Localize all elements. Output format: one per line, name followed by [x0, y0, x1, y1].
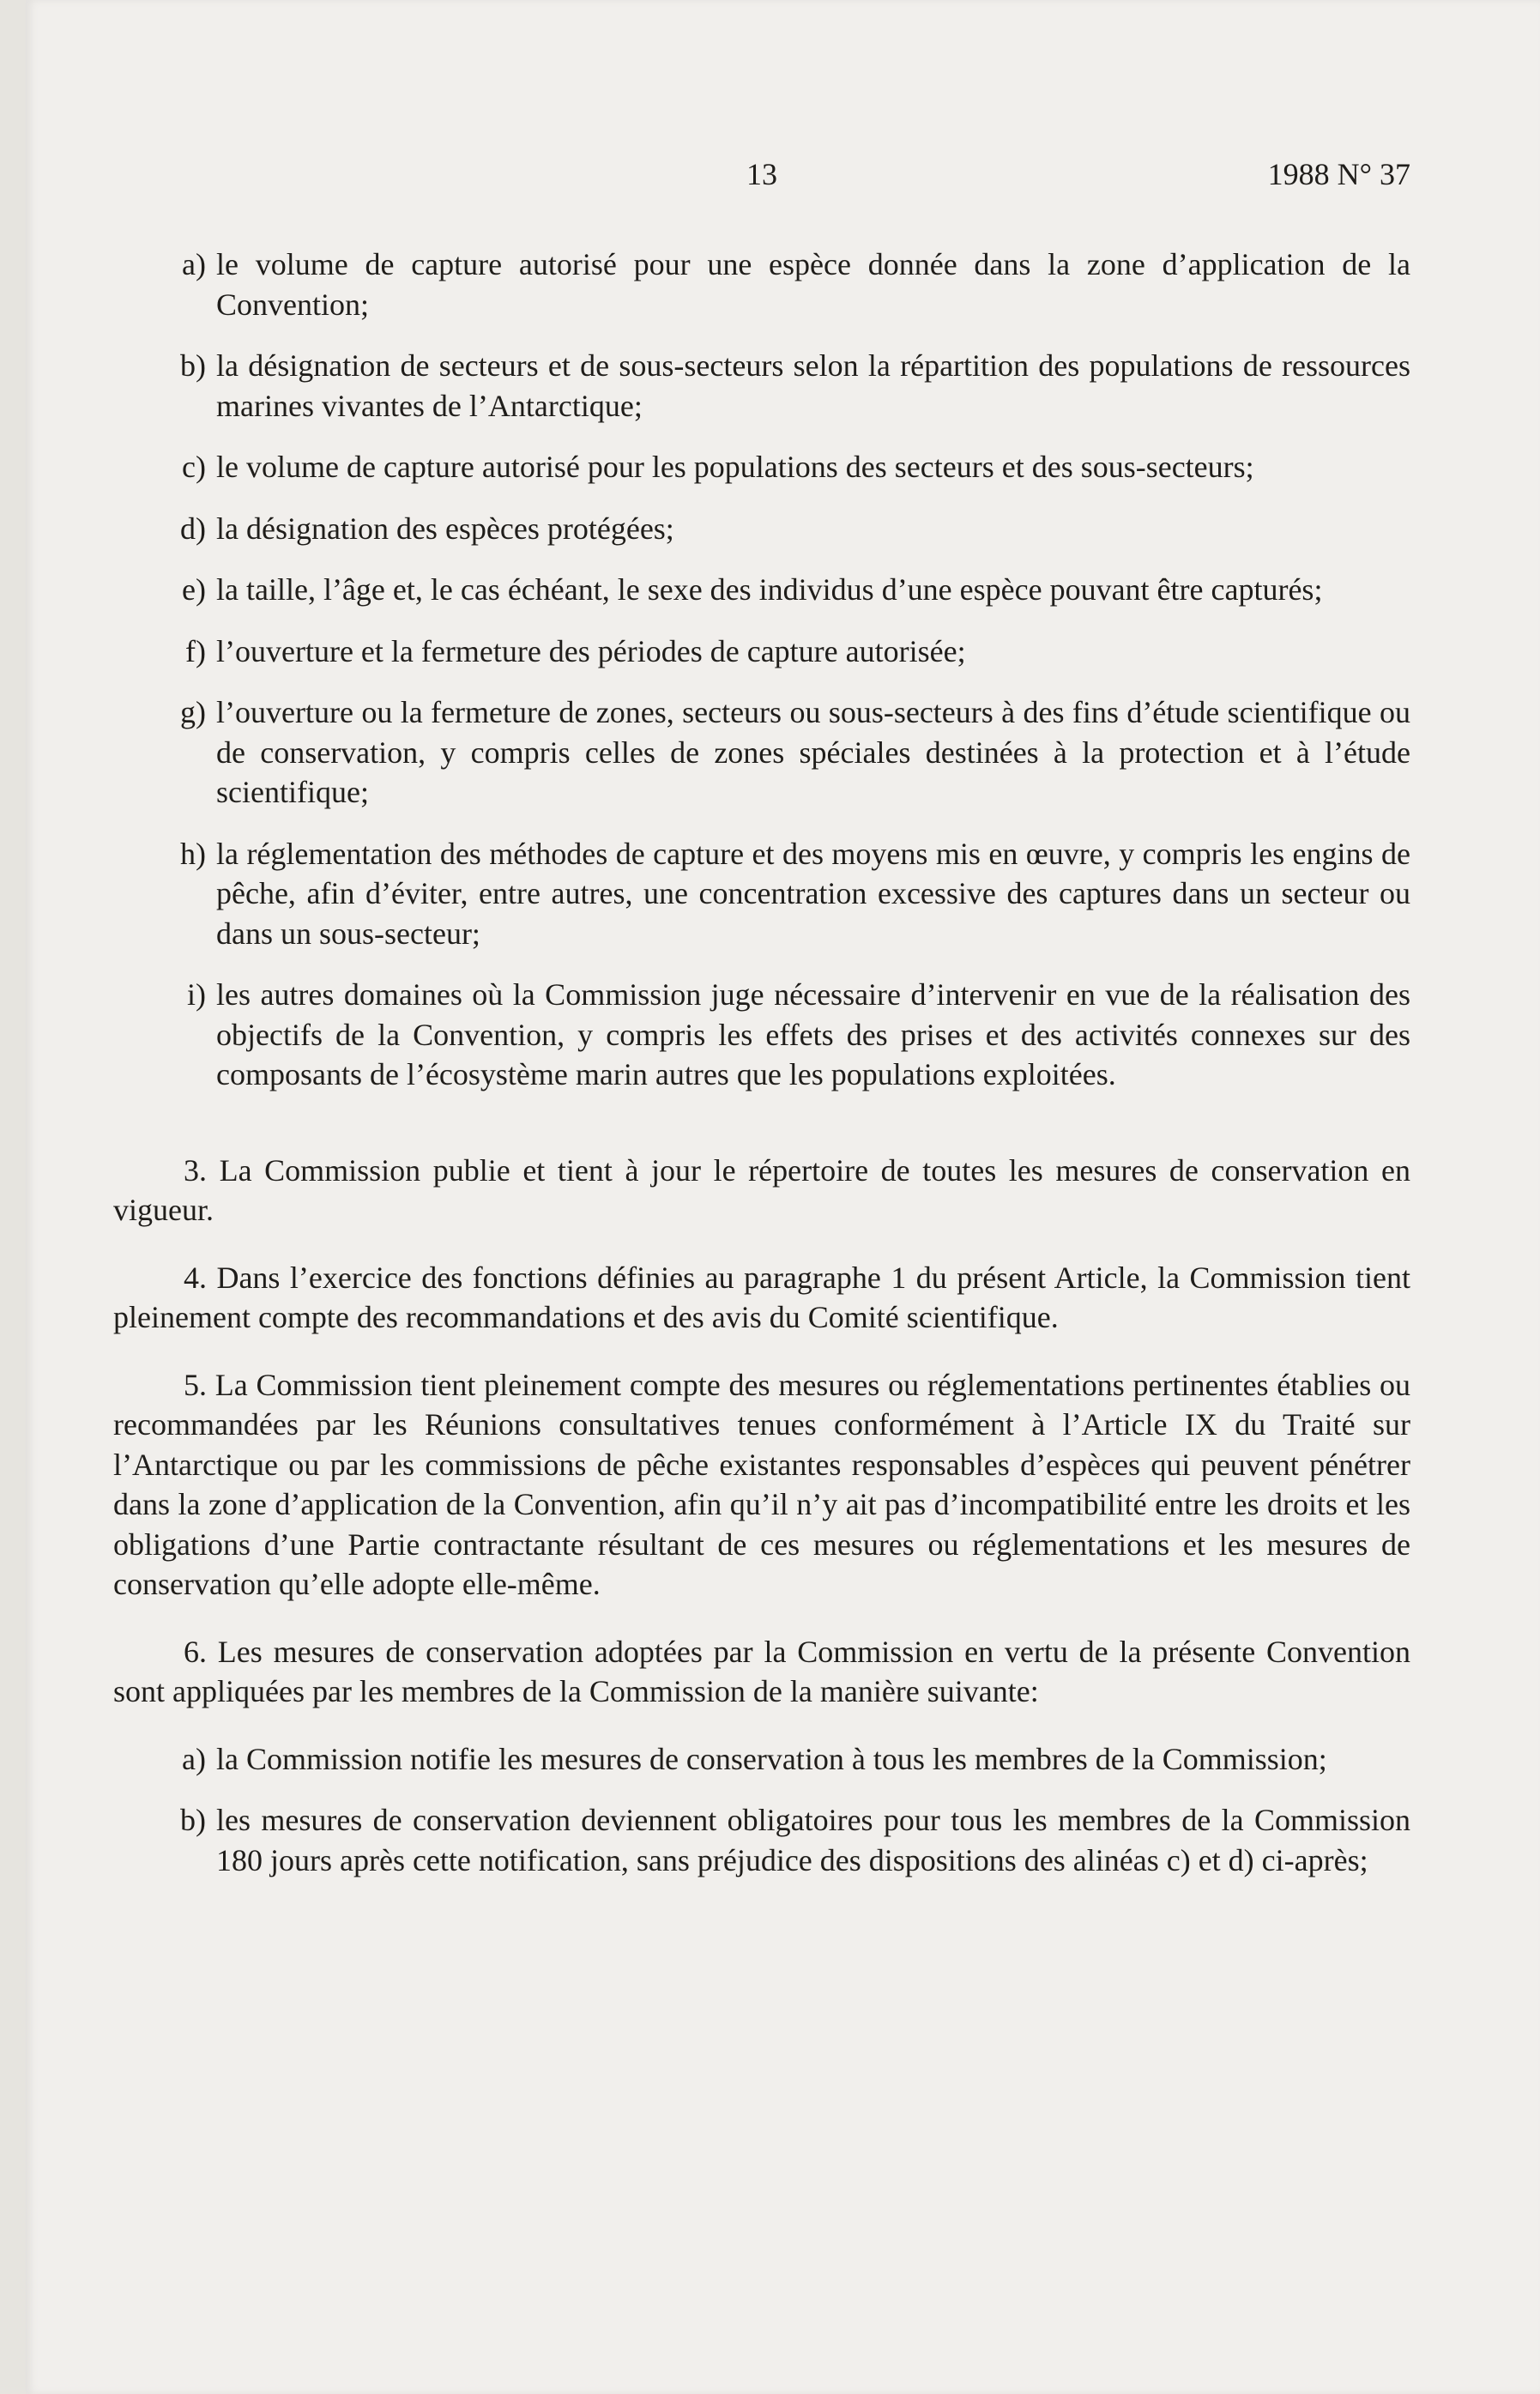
- list-item: [113, 245, 1410, 324]
- list-item-label: i): [187, 977, 206, 1012]
- list-item-label: b): [180, 1803, 206, 1837]
- list-item-text: la réglementation des méthodes de capture et des moyens mis en œuvre, y compris les engins de pêche, afin d’éviter, entre autres, une concentration excessive des captures dans un secteur ou dans un sous-secteur;: [216, 836, 1410, 951]
- list-item-text: l’ouverture ou la fermeture de zones, secteurs ou sous-secteurs à des fins d’étude scientifique ou de conservation, y compris celles de zones spéciales destinées à la protection et à l’étude scientifique;: [216, 695, 1410, 809]
- conservation-measures-list: [113, 245, 1410, 1095]
- list-item-text: l’ouverture et la fermeture des périodes de capture autorisée;: [216, 633, 966, 668]
- list-item-label: d): [180, 511, 206, 546]
- list-item: [113, 1800, 1410, 1880]
- list-item-text: la désignation des espèces protégées;: [216, 511, 674, 546]
- list-item: [113, 975, 1410, 1095]
- list-item: [113, 692, 1410, 813]
- list-item: [113, 632, 1410, 672]
- document-page: [26, 0, 1540, 2394]
- list-item-text: les mesures de conservation deviennent obligatoires pour tous les membres de la Commission 180 jours après cette notification, sans préjudice des dispositions des alinéas c) et d) ci-après;: [216, 1803, 1410, 1877]
- list-item-label: e): [182, 572, 206, 607]
- list-item-label: c): [182, 450, 206, 484]
- list-item-text: la désignation de secteurs et de sous-secteurs selon la répartition des populations de ressources marines vivantes de l’Antarctique;: [216, 348, 1410, 423]
- list-item-label: b): [180, 348, 206, 383]
- list-item-text: le volume de capture autorisé pour une espèce donnée dans la zone d’application de la Convention;: [216, 247, 1410, 322]
- list-item-label: f): [185, 633, 206, 668]
- list-item: [113, 834, 1410, 954]
- paragraph-4: 4. Dans l’exercice des fonctions définies au paragraphe 1 du présent Article, la Commission tient pleinement compte des recommandations et des avis du Comité scientifique.: [113, 1260, 1410, 1334]
- list-item-label: h): [180, 836, 206, 871]
- paragraph-3: 3. La Commission publie et tient à jour le répertoire de toutes les mesures de conservation en vigueur.: [113, 1152, 1410, 1227]
- paragraph-6: 6. Les mesures de conservation adoptées par la Commission en vertu de la présente Convention sont appliquées par les membres de la Commission de la manière suivante:: [113, 1634, 1410, 1708]
- list-item: [113, 346, 1410, 426]
- page-content: [113, 154, 1410, 1901]
- list-item-label: a): [182, 1741, 206, 1776]
- list-item-text: la Commission notifie les mesures de conservation à tous les membres de la Commission;: [216, 1741, 1327, 1776]
- list-item: [113, 570, 1410, 610]
- list-item-label: a): [182, 247, 206, 281]
- list-item: [113, 1739, 1410, 1780]
- list-item: [113, 509, 1410, 549]
- page-number: 13: [746, 157, 777, 191]
- list-item-text: les autres domaines où la Commission juge nécessaire d’intervenir en vue de la réalisation des objectifs de la Convention, y compris les effets des prises et des activités connexes sur des composants de l’écosystème marin autres que les populations exploitées.: [216, 977, 1410, 1091]
- list-item-text: la taille, l’âge et, le cas échéant, le sexe des individus d’une espèce pouvant être capturés;: [216, 572, 1323, 607]
- application-steps-list: [113, 1739, 1410, 1881]
- list-item-label: g): [180, 695, 206, 729]
- list-item: [113, 447, 1410, 487]
- page-header: [113, 154, 1410, 206]
- document-reference: 1988 N° 37: [1267, 157, 1410, 191]
- paragraph-5: 5. La Commission tient pleinement compte des mesures ou réglementations pertinentes établies ou recommandées par les Réunions consultatives tenues conformément à l’Article IX du Traité sur l’Antarctique ou par les commissions de pêche existantes responsables d’espèces qui peuvent pénétrer dans la zone d’application de la Convention, afin qu’il n’y ait pas d’incompatibilité entre les droits et les obligations d’une Partie contractante résultant de ces mesures ou réglementations et les mesures de conservation qu’elle adopte elle-même.: [113, 1367, 1410, 1601]
- list-item-text: le volume de capture autorisé pour les populations des secteurs et des sous-secteurs;: [216, 450, 1254, 484]
